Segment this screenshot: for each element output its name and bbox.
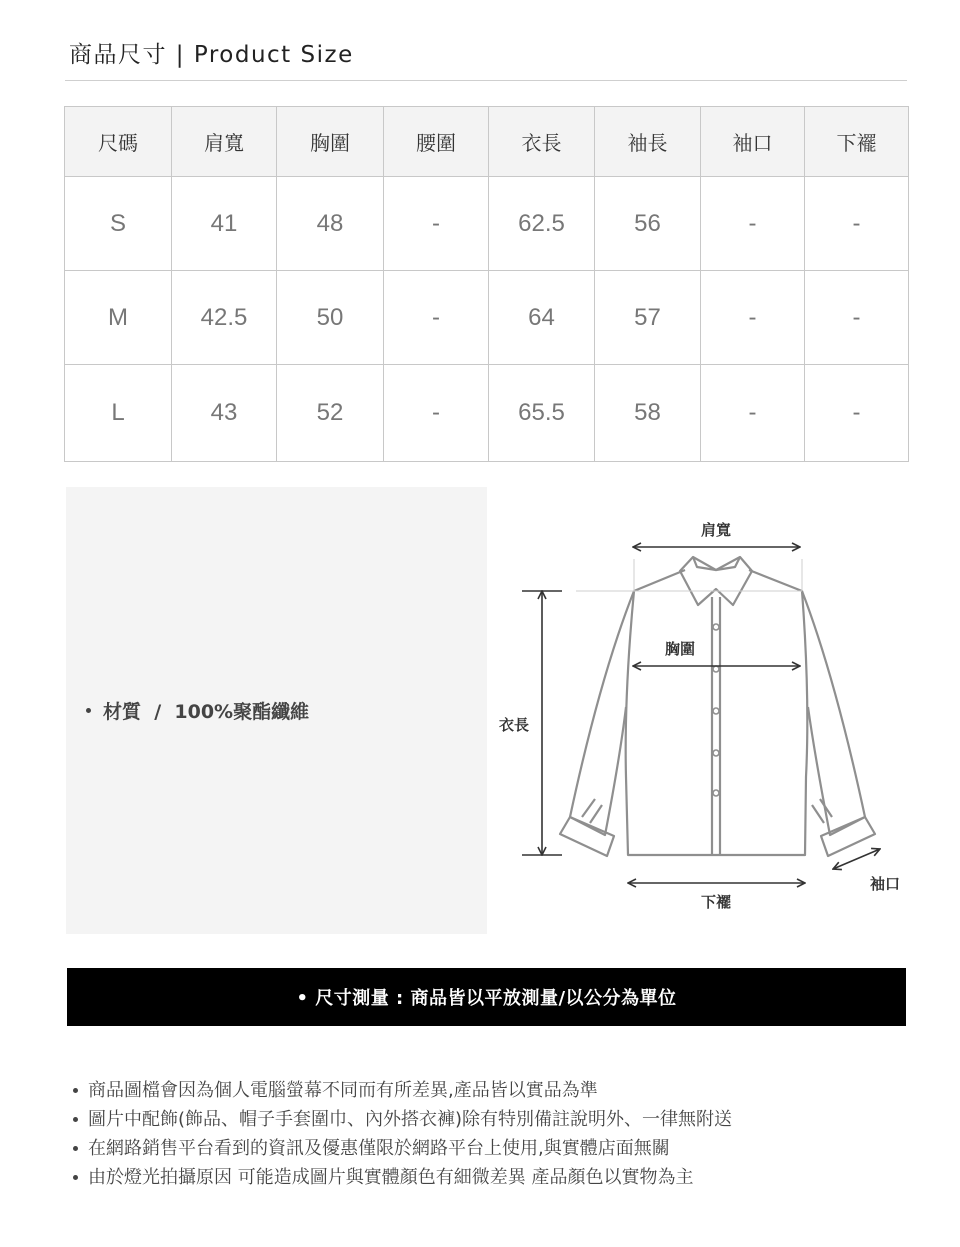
- bullet-icon: [86, 708, 91, 713]
- table-row: [65, 271, 909, 365]
- size-table: [64, 106, 909, 462]
- list-item: [73, 1134, 732, 1163]
- table-cell: M: [65, 271, 172, 365]
- bullet-icon: [73, 1088, 78, 1093]
- list-item: [73, 1163, 732, 1192]
- table-cell: L: [65, 365, 172, 462]
- material-panel: [66, 487, 487, 934]
- shirt-buttons: [713, 624, 719, 796]
- cuff-arrow: [833, 849, 880, 869]
- table-cell: -: [701, 177, 805, 271]
- material-info: [86, 697, 309, 724]
- header-chest: 胸圍: [277, 107, 384, 177]
- chest-label: 胸圍: [664, 640, 696, 658]
- measurement-diagram: [490, 487, 910, 934]
- table-cell: -: [805, 271, 909, 365]
- header-shoulder: 肩寬: [172, 107, 277, 177]
- cuff-label: 袖口: [869, 875, 901, 893]
- table-row: [65, 177, 909, 271]
- table-cell: -: [805, 365, 909, 462]
- size-table-header-row: [65, 107, 909, 177]
- table-cell: 64: [489, 271, 595, 365]
- table-cell: 48: [277, 177, 384, 271]
- table-cell: -: [384, 365, 489, 462]
- bullet-icon: [73, 1175, 78, 1180]
- table-row: [65, 365, 909, 462]
- shoulder-label: 肩寬: [700, 521, 732, 539]
- table-cell: 41: [172, 177, 277, 271]
- header-length: 衣長: [489, 107, 595, 177]
- shirt-illustration: [490, 487, 910, 934]
- header-waist: 腰圍: [384, 107, 489, 177]
- table-cell: 50: [277, 271, 384, 365]
- table-cell: 43: [172, 365, 277, 462]
- title-divider: [65, 80, 907, 81]
- table-cell: 58: [595, 365, 701, 462]
- bullet-icon: [73, 1146, 78, 1151]
- header-sleeve: 袖長: [595, 107, 701, 177]
- header-cuff: 袖口: [701, 107, 805, 177]
- notes-list: [73, 1076, 732, 1192]
- table-cell: 65.5: [489, 365, 595, 462]
- table-cell: 42.5: [172, 271, 277, 365]
- header-size: 尺碼: [65, 107, 172, 177]
- note-text: 商品圖檔會因為個人電腦螢幕不同而有所差異,產品皆以實品為準: [88, 1080, 598, 1101]
- table-cell: -: [384, 177, 489, 271]
- hem-label: 下襬: [700, 893, 732, 911]
- list-item: [73, 1076, 732, 1105]
- list-item: [73, 1105, 732, 1134]
- page-title: 商品尺寸 | Product Size: [69, 42, 354, 68]
- table-cell: 57: [595, 271, 701, 365]
- table-cell: 52: [277, 365, 384, 462]
- note-text: 由於燈光拍攝原因 可能造成圖片與實體顏色有細微差異 產品顏色以實物為主: [88, 1167, 694, 1188]
- length-label: 衣長: [498, 716, 530, 734]
- table-cell: 62.5: [489, 177, 595, 271]
- table-cell: -: [805, 177, 909, 271]
- note-text: 圖片中配飾(飾品、帽子手套圍巾、內外搭衣褲)除有特別備註說明外、一律無附送: [88, 1109, 733, 1130]
- note-text: 在網路銷售平台看到的資訊及優惠僅限於網路平台上使用,與實體店面無關: [88, 1138, 670, 1159]
- bullet-icon: [73, 1117, 78, 1122]
- table-cell: -: [384, 271, 489, 365]
- table-cell: 56: [595, 177, 701, 271]
- header-hem: 下襬: [805, 107, 909, 177]
- table-cell: -: [701, 271, 805, 365]
- table-cell: -: [701, 365, 805, 462]
- material-text: 材質 / 100%聚酯纖維: [103, 701, 310, 723]
- measurement-banner: • 尺寸測量 : 商品皆以平放測量/以公分為單位: [67, 968, 906, 1026]
- shirt-outline: [560, 557, 875, 856]
- table-cell: S: [65, 177, 172, 271]
